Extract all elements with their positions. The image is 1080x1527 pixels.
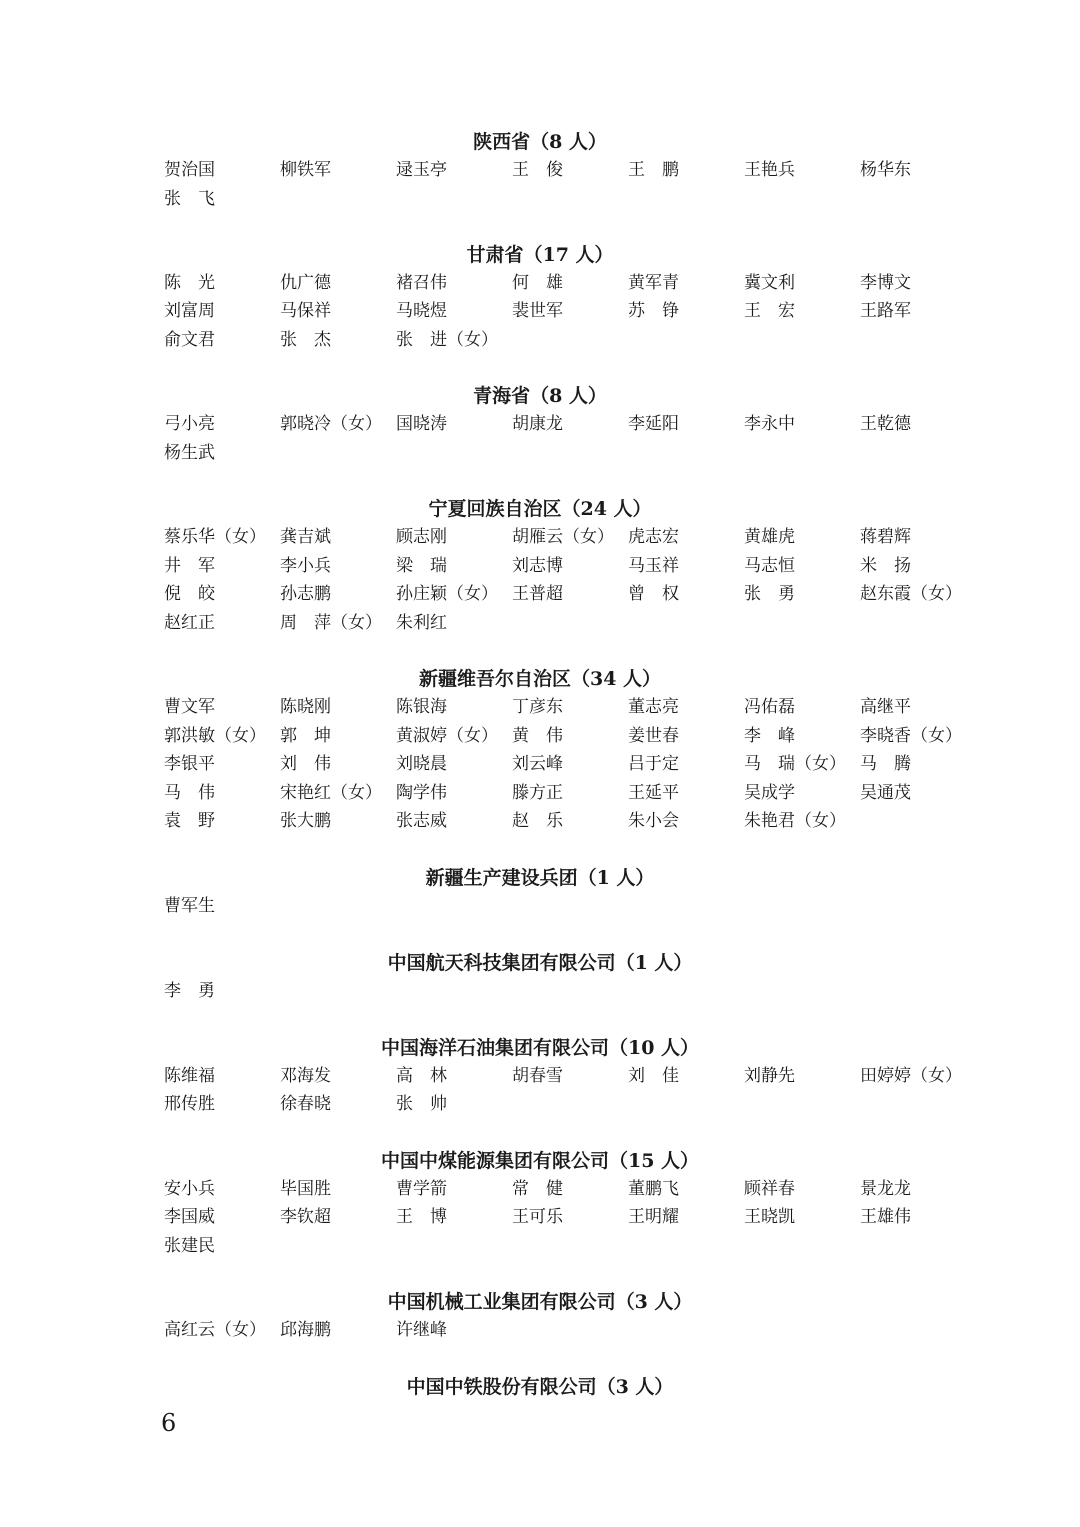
person-name: 胡雁云（女） — [512, 527, 614, 547]
person-name: 米 扬 — [860, 556, 911, 576]
page-number: 6 — [161, 1409, 177, 1437]
person-name: 梁 瑞 — [396, 556, 447, 576]
person-name: 李国威 — [164, 1207, 215, 1227]
person-name: 国晓涛 — [396, 414, 447, 434]
person-name: 李小兵 — [280, 556, 331, 576]
person-name: 弓小亮 — [164, 414, 215, 434]
person-name: 常 健 — [512, 1179, 563, 1199]
person-name: 董志亮 — [628, 697, 679, 717]
person-name: 陈银海 — [396, 697, 447, 717]
person-name: 王 博 — [396, 1207, 447, 1227]
person-name: 安小兵 — [164, 1179, 215, 1199]
person-name: 裴世军 — [512, 301, 563, 321]
person-name: 倪 皎 — [164, 584, 215, 604]
person-name: 张 飞 — [164, 189, 215, 209]
person-name: 刘云峰 — [512, 754, 563, 774]
person-name: 马 瑞（女） — [744, 754, 846, 774]
person-name: 毕国胜 — [280, 1179, 331, 1199]
person-name: 张大鹏 — [280, 811, 331, 831]
person-name: 井 军 — [164, 556, 215, 576]
person-name: 褚召伟 — [396, 273, 447, 293]
name-row — [164, 752, 984, 778]
person-name: 李永中 — [744, 414, 795, 434]
person-name: 马 伟 — [164, 783, 215, 803]
person-name: 张 帅 — [396, 1094, 447, 1114]
person-name: 曹学箭 — [396, 1179, 447, 1199]
person-name: 刘 伟 — [280, 754, 331, 774]
person-name: 冀文利 — [744, 273, 795, 293]
section-title: 中国海洋石油集团有限公司（10 人） — [380, 1037, 700, 1059]
person-name: 高红云（女） — [164, 1320, 266, 1340]
person-name: 王明耀 — [628, 1207, 679, 1227]
person-name: 周 萍（女） — [280, 613, 382, 633]
person-name: 蒋碧辉 — [860, 527, 911, 547]
person-name: 王可乐 — [512, 1207, 563, 1227]
section-title: 中国航天科技集团有限公司（1 人） — [387, 952, 693, 974]
person-name: 张建民 — [164, 1236, 215, 1256]
name-row — [164, 582, 984, 608]
section-title: 新疆生产建设兵团（1 人） — [425, 867, 655, 889]
person-name: 郭晓冷（女） — [280, 414, 382, 434]
person-name: 刘静先 — [744, 1066, 795, 1086]
section-title: 新疆维吾尔自治区（34 人） — [418, 668, 662, 690]
person-name: 马保祥 — [280, 301, 331, 321]
person-name: 郭洪敏（女） — [164, 726, 266, 746]
person-name: 吴成学 — [744, 783, 795, 803]
person-name: 王延平 — [628, 783, 679, 803]
section-title: 中国中煤能源集团有限公司（15 人） — [380, 1150, 700, 1172]
person-name: 顾志刚 — [396, 527, 447, 547]
name-row — [164, 894, 984, 920]
person-name: 陈 光 — [164, 273, 215, 293]
name-row — [164, 695, 984, 721]
person-name: 王乾德 — [860, 414, 911, 434]
person-name: 曹军生 — [164, 896, 215, 916]
name-row — [164, 271, 984, 297]
person-name: 李银平 — [164, 754, 215, 774]
person-name: 黄 伟 — [512, 726, 563, 746]
person-name: 袁 野 — [164, 811, 215, 831]
person-name: 邓海发 — [280, 1066, 331, 1086]
person-name: 王晓凯 — [744, 1207, 795, 1227]
person-name: 刘志博 — [512, 556, 563, 576]
person-name: 李 勇 — [164, 981, 215, 1001]
person-name: 冯佑磊 — [744, 697, 795, 717]
name-row — [164, 1234, 984, 1260]
person-name: 杨华东 — [860, 160, 911, 180]
name-row — [164, 1177, 984, 1203]
person-name: 朱小会 — [628, 811, 679, 831]
person-name: 马志恒 — [744, 556, 795, 576]
person-name: 景龙龙 — [860, 1179, 911, 1199]
section-title: 陕西省（8 人） — [473, 131, 607, 153]
person-name: 贺治国 — [164, 160, 215, 180]
person-name: 朱利红 — [396, 613, 447, 633]
person-name: 张 杰 — [280, 330, 331, 350]
person-name: 王普超 — [512, 584, 563, 604]
name-row — [164, 724, 984, 750]
person-name: 张 进（女） — [396, 330, 498, 350]
person-name: 苏 铮 — [628, 301, 679, 321]
person-name: 王 鹏 — [628, 160, 679, 180]
person-name: 丁彦东 — [512, 697, 563, 717]
name-row — [164, 328, 984, 354]
name-row — [164, 809, 984, 835]
person-name: 王雄伟 — [860, 1207, 911, 1227]
person-name: 许继峰 — [396, 1320, 447, 1340]
person-name: 李博文 — [860, 273, 911, 293]
person-name: 田婷婷（女） — [860, 1066, 962, 1086]
name-row — [164, 611, 984, 637]
person-name: 李晓香（女） — [860, 726, 962, 746]
name-row — [164, 187, 984, 213]
name-row — [164, 441, 984, 467]
person-name: 朱艳君（女） — [744, 811, 846, 831]
person-name: 李 峰 — [744, 726, 795, 746]
person-name: 马晓煜 — [396, 301, 447, 321]
person-name: 俞文君 — [164, 330, 215, 350]
person-name: 胡春雪 — [512, 1066, 563, 1086]
person-name: 李钦超 — [280, 1207, 331, 1227]
person-name: 郭 坤 — [280, 726, 331, 746]
name-row — [164, 1318, 984, 1344]
person-name: 孙庄颖（女） — [396, 584, 498, 604]
person-name: 黄军青 — [628, 273, 679, 293]
name-row — [164, 1205, 984, 1231]
person-name: 陈维福 — [164, 1066, 215, 1086]
section-title: 甘肃省（17 人） — [466, 244, 614, 266]
name-row — [164, 1064, 984, 1090]
section-title: 宁夏回族自治区（24 人） — [428, 498, 652, 520]
person-name: 柳铁军 — [280, 160, 331, 180]
person-name: 吕于定 — [628, 754, 679, 774]
person-name: 蔡乐华（女） — [164, 527, 266, 547]
person-name: 赵东霞（女） — [860, 584, 962, 604]
person-name: 邱海鹏 — [280, 1320, 331, 1340]
person-name: 高继平 — [860, 697, 911, 717]
person-name: 曹文军 — [164, 697, 215, 717]
section-title: 青海省（8 人） — [473, 385, 607, 407]
name-row — [164, 412, 984, 438]
person-name: 张志威 — [396, 811, 447, 831]
person-name: 顾祥春 — [744, 1179, 795, 1199]
section-title: 中国机械工业集团有限公司（3 人） — [387, 1291, 693, 1313]
person-name: 杨生武 — [164, 443, 215, 463]
person-name: 王路军 — [860, 301, 911, 321]
person-name: 龚吉斌 — [280, 527, 331, 547]
person-name: 曾 权 — [628, 584, 679, 604]
person-name: 赵红正 — [164, 613, 215, 633]
person-name: 马 腾 — [860, 754, 911, 774]
person-name: 赵 乐 — [512, 811, 563, 831]
person-name: 胡康龙 — [512, 414, 563, 434]
person-name: 邢传胜 — [164, 1094, 215, 1114]
person-name: 仇广德 — [280, 273, 331, 293]
name-row — [164, 158, 984, 184]
person-name: 吴通茂 — [860, 783, 911, 803]
person-name: 李延阳 — [628, 414, 679, 434]
person-name: 陶学伟 — [396, 783, 447, 803]
person-name: 陈晓刚 — [280, 697, 331, 717]
person-name: 虎志宏 — [628, 527, 679, 547]
person-name: 刘 佳 — [628, 1066, 679, 1086]
person-name: 王 宏 — [744, 301, 795, 321]
person-name: 逯玉亭 — [396, 160, 447, 180]
name-row — [164, 554, 984, 580]
person-name: 何 雄 — [512, 273, 563, 293]
name-row — [164, 1092, 984, 1118]
person-name: 孙志鹏 — [280, 584, 331, 604]
person-name: 张 勇 — [744, 584, 795, 604]
person-name: 黄淑婷（女） — [396, 726, 498, 746]
section-title: 中国中铁股份有限公司（3 人） — [406, 1376, 674, 1398]
person-name: 黄雄虎 — [744, 527, 795, 547]
person-name: 滕方正 — [512, 783, 563, 803]
person-name: 徐春晓 — [280, 1094, 331, 1114]
person-name: 马玉祥 — [628, 556, 679, 576]
name-row — [164, 525, 984, 551]
person-name: 高 林 — [396, 1066, 447, 1086]
name-row — [164, 299, 984, 325]
name-row — [164, 979, 984, 1005]
person-name: 姜世春 — [628, 726, 679, 746]
person-name: 王 俊 — [512, 160, 563, 180]
name-row — [164, 781, 984, 807]
person-name: 王艳兵 — [744, 160, 795, 180]
person-name: 刘晓晨 — [396, 754, 447, 774]
person-name: 刘富周 — [164, 301, 215, 321]
person-name: 董鹏飞 — [628, 1179, 679, 1199]
person-name: 宋艳红（女） — [280, 783, 382, 803]
